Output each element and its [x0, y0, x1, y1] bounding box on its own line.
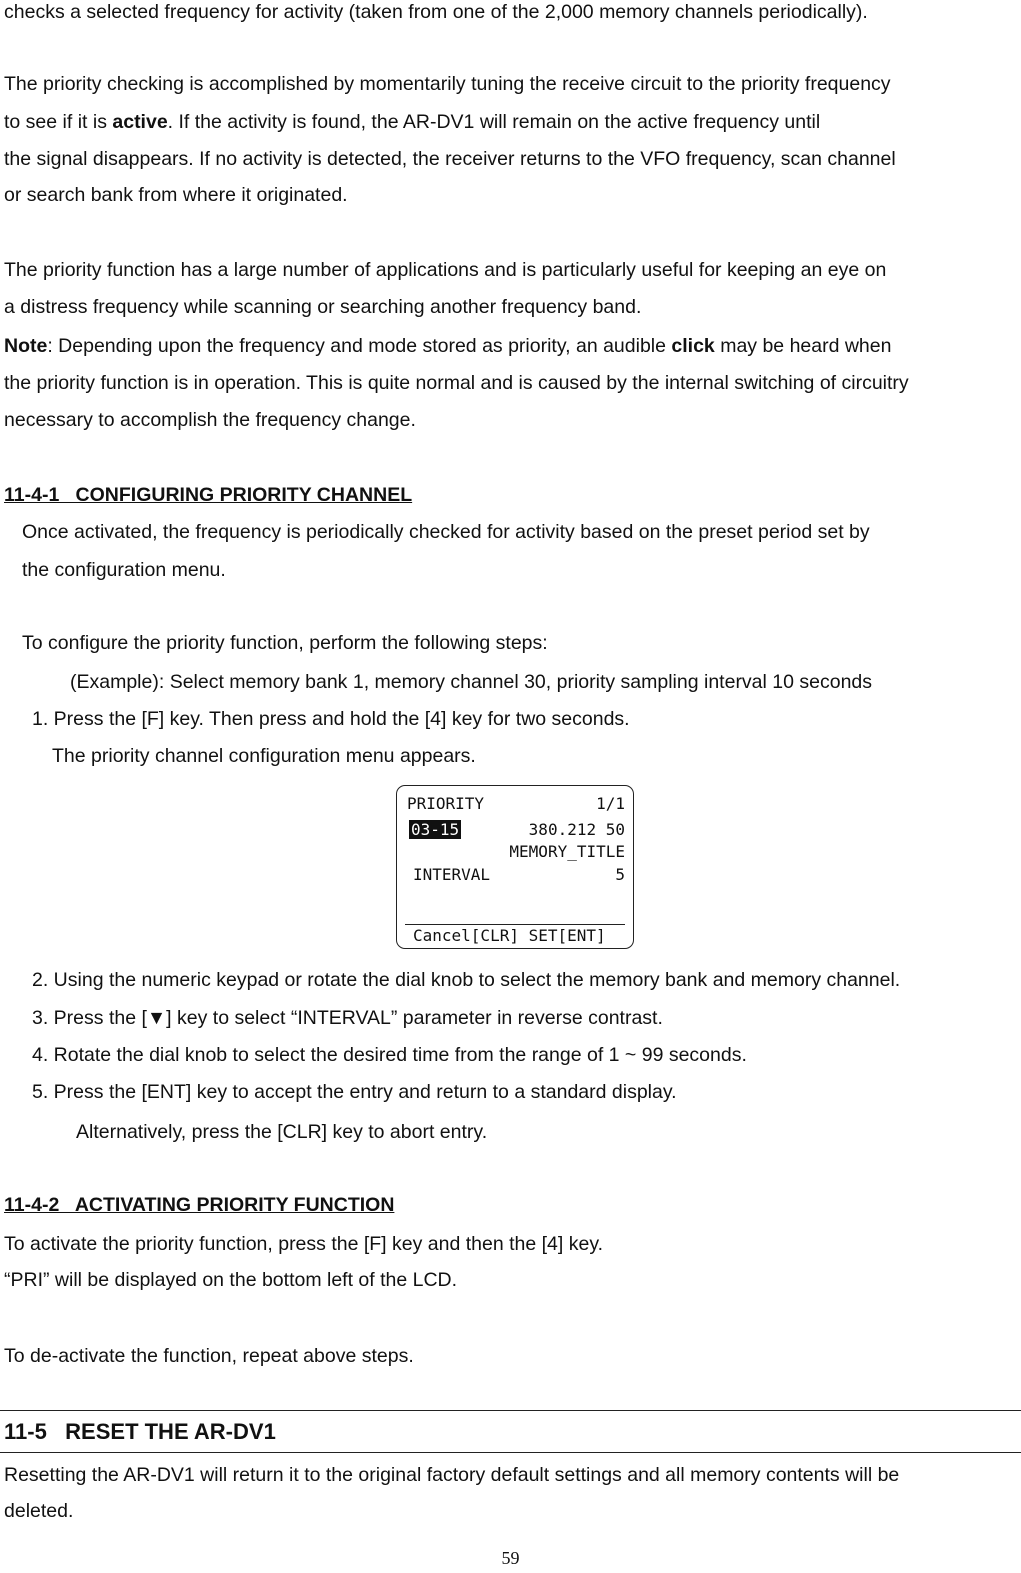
lcd-page-indicator: 1/1	[596, 794, 625, 813]
note-line-2: the priority function is in operation. This is quite normal and is caused by the internal switching of circuitry	[4, 372, 909, 394]
lcd-title: PRIORITY	[407, 794, 485, 813]
section-11-4-2-heading: 11-4-2 ACTIVATING PRIORITY FUNCTION	[4, 1194, 395, 1216]
note-line-1	[4, 334, 891, 358]
lcd-divider	[405, 924, 625, 925]
text-run: to see if it is	[4, 111, 113, 133]
section-11-4-2-line-1: To activate the priority function, press the [F] key and then the [4] key.	[4, 1233, 604, 1255]
section-11-5-heading-bar	[0, 1410, 1021, 1453]
text-run: may be heard when	[714, 335, 892, 357]
lcd-interval-label: INTERVAL	[413, 865, 491, 884]
section-11-5-heading: 11-5 RESET THE AR-DV1	[4, 1419, 276, 1444]
lcd-priority-screen	[396, 785, 634, 949]
applications-line-2: a distress frequency while scanning or searching another frequency band.	[4, 296, 642, 318]
priority-check-line-3: the signal disappears. If no activity is detected, the receiver returns to the VFO frequency, scan channel	[4, 148, 896, 170]
emphasis-click: click	[671, 335, 715, 357]
note-line-3: necessary to accomplish the frequency change.	[4, 409, 416, 431]
intro-paragraph-tail: checks a selected frequency for activity (taken from one of the 2,000 memory channels periodically).	[4, 1, 868, 23]
steps-intro: To configure the priority function, perform the following steps:	[22, 632, 548, 654]
step-1-result: The priority channel configuration menu appears.	[52, 745, 476, 767]
priority-check-line-1: The priority checking is accomplished by momentarily tuning the receive circuit to the priority frequency	[4, 73, 891, 95]
lcd-frequency: 380.212 50	[528, 820, 625, 839]
section-11-4-2-line-2: “PRI” will be displayed on the bottom left of the LCD.	[4, 1269, 458, 1291]
step-3: 3. Press the [▼] key to select “INTERVAL” parameter in reverse contrast.	[32, 1007, 663, 1029]
section-11-5-line-1: Resetting the AR-DV1 will return it to the original factory default settings and all memory contents will be	[4, 1464, 900, 1486]
example-line: (Example): Select memory bank 1, memory channel 30, priority sampling interval 10 seconds	[70, 671, 873, 693]
lcd-memory-title: MEMORY_TITLE	[509, 842, 625, 861]
page-number: 59	[501, 1548, 520, 1568]
text-run: . If the activity is found, the AR-DV1 will remain on the active frequency until	[167, 111, 821, 133]
section-11-4-1-line-1: Once activated, the frequency is periodically checked for activity based on the preset period set by	[22, 521, 870, 543]
section-11-5-line-2: deleted.	[4, 1500, 74, 1522]
section-11-4-1-line-2: the configuration menu.	[22, 559, 226, 581]
step-5-alternative: Alternatively, press the [CLR] key to abort entry.	[76, 1121, 488, 1143]
step-4: 4. Rotate the dial knob to select the desired time from the range of 1 ~ 99 seconds.	[32, 1044, 747, 1066]
step-1: 1. Press the [F] key. Then press and hold the [4] key for two seconds.	[32, 708, 630, 730]
section-11-4-1-heading: 11-4-1 CONFIGURING PRIORITY CHANNEL	[4, 484, 413, 506]
note-label: Note	[4, 335, 48, 357]
lcd-footer: Cancel[CLR] SET[ENT]	[413, 926, 606, 945]
lcd-channel-selected: 03-15	[411, 820, 460, 839]
lcd-interval-value: 5	[615, 865, 625, 884]
text-run: : Depending upon the frequency and mode stored as priority, an audible	[47, 335, 672, 357]
step-2: 2. Using the numeric keypad or rotate the dial knob to select the memory bank and memory channel.	[32, 969, 901, 991]
priority-check-line-4: or search bank from where it originated.	[4, 184, 348, 206]
priority-check-line-2	[4, 110, 820, 134]
emphasis-active: active	[112, 111, 168, 133]
applications-line-1: The priority function has a large number of applications and is particularly useful for keeping an eye on	[4, 259, 887, 281]
step-5: 5. Press the [ENT] key to accept the entry and return to a standard display.	[32, 1081, 677, 1103]
section-11-4-2-line-3: To de-activate the function, repeat above steps.	[4, 1345, 414, 1367]
